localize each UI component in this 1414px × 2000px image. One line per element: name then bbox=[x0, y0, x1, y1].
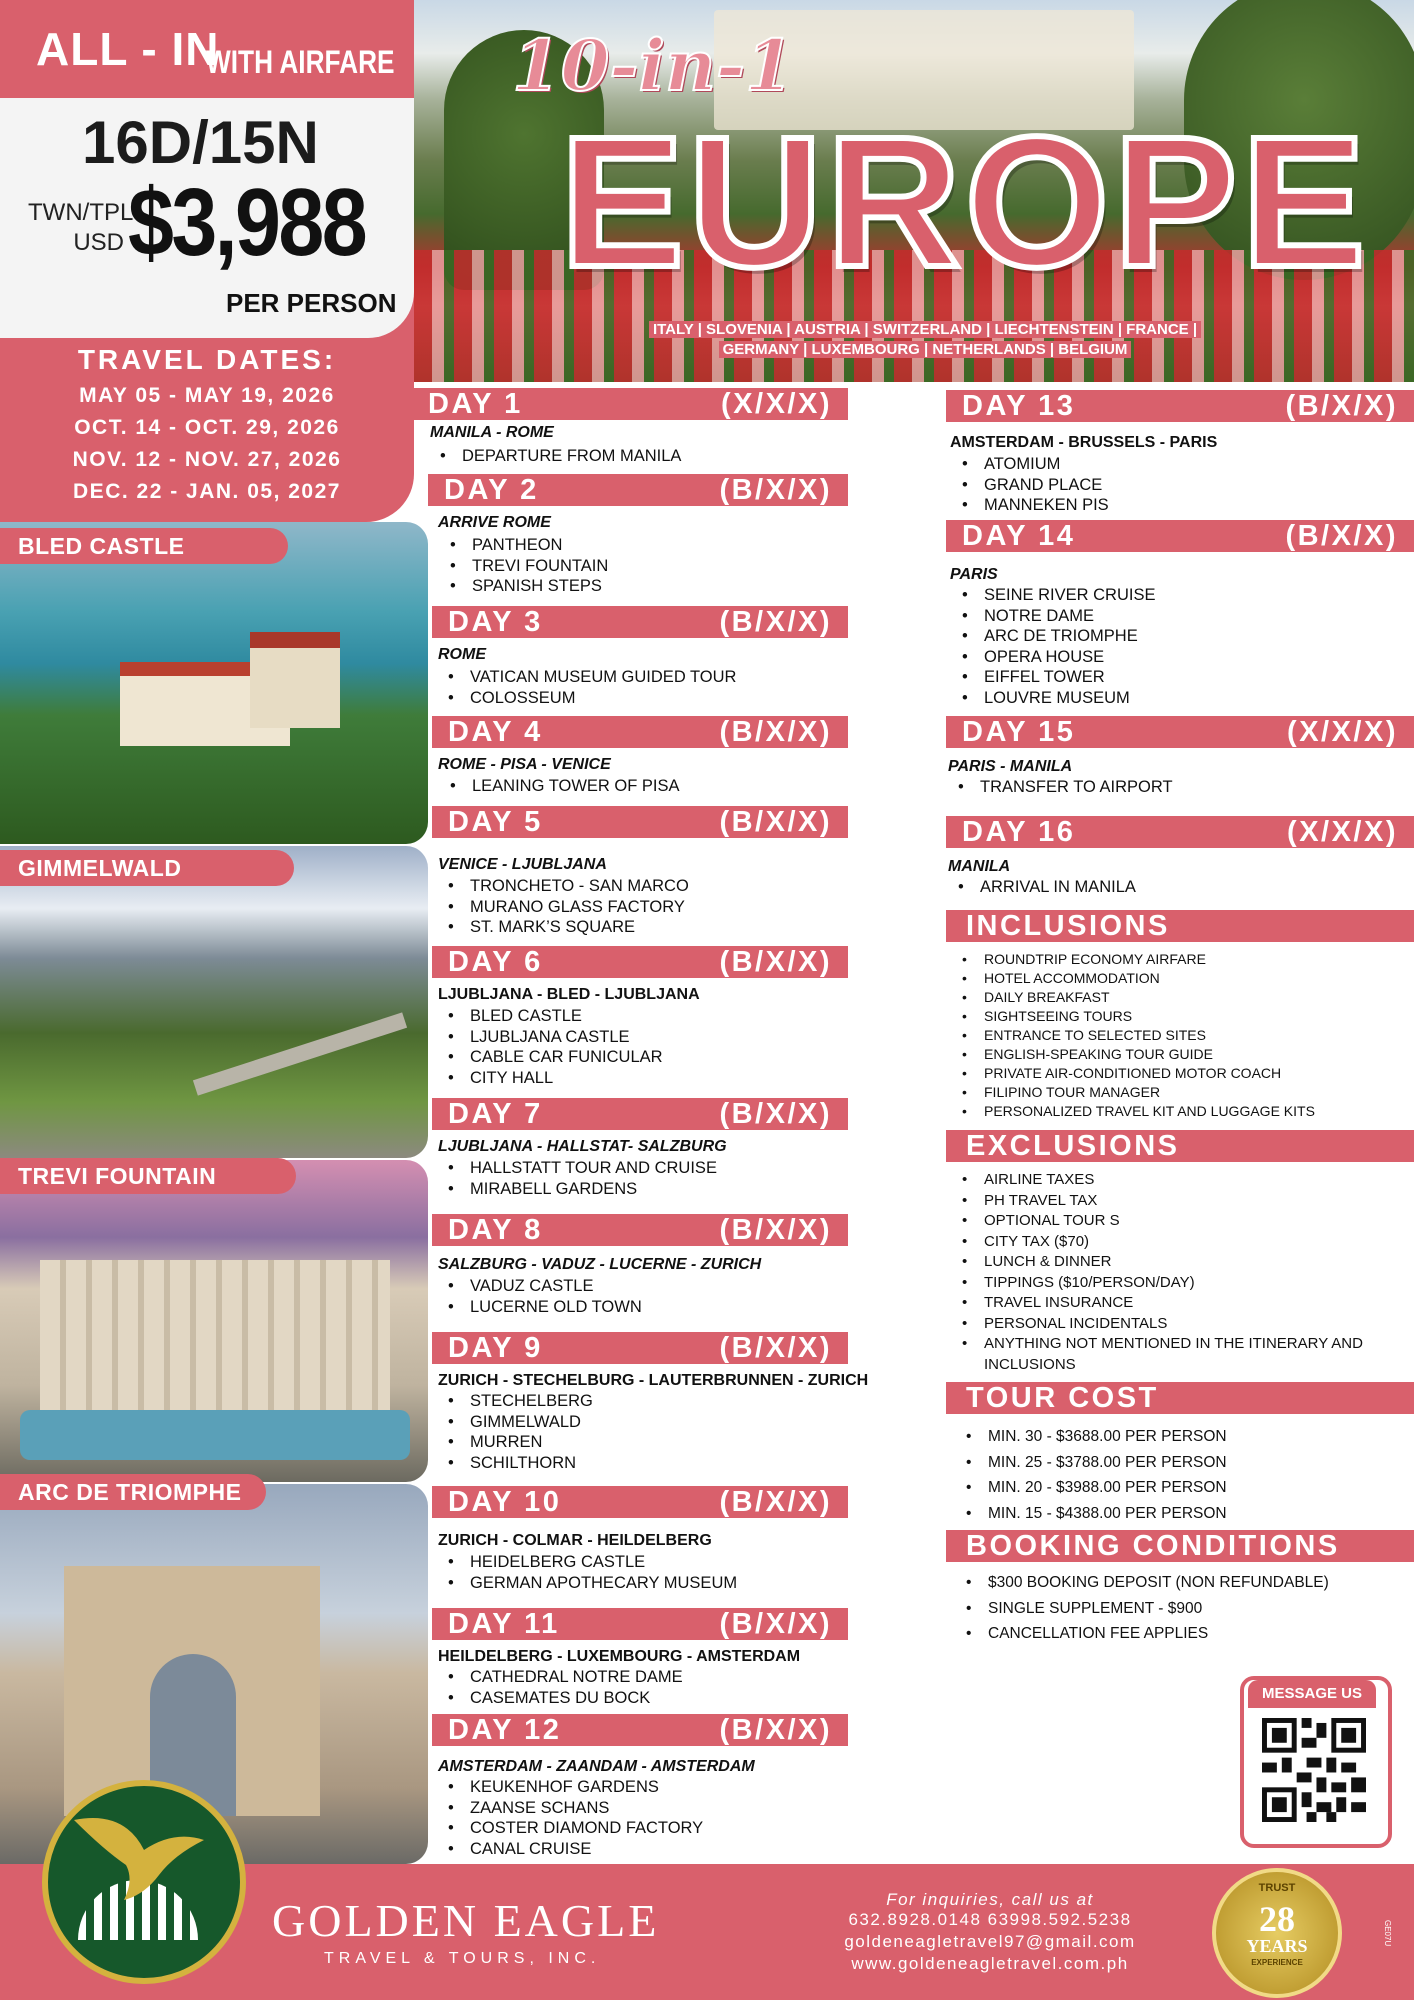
day-meals: (X/X/X) bbox=[1287, 816, 1398, 848]
list-item: • CABLE CAR FUNICULAR bbox=[436, 1047, 848, 1068]
message-us-label[interactable]: MESSAGE US bbox=[1248, 1680, 1376, 1708]
list-item: • COLOSSEUM bbox=[436, 688, 848, 709]
day-meals: (B/X/X) bbox=[719, 1214, 832, 1246]
inclusions-list bbox=[950, 950, 1390, 1121]
day-label: DAY 16 bbox=[962, 816, 1076, 848]
list-item: • SCHILTHORN bbox=[436, 1453, 848, 1474]
bled-castle-photo bbox=[0, 522, 428, 844]
list-item: • COSTER DIAMOND FACTORY bbox=[436, 1818, 848, 1839]
photo-label: BLED CASTLE bbox=[0, 528, 288, 564]
list-item: • PH TRAVEL TAX bbox=[950, 1191, 1370, 1212]
qr-code-icon[interactable] bbox=[1262, 1718, 1366, 1822]
list-item: • $300 BOOKING DEPOSIT (NON REFUNDABLE) bbox=[954, 1570, 1374, 1596]
list-item: • HEIDELBERG CASTLE bbox=[436, 1552, 848, 1573]
day-meals: (B/X/X) bbox=[1285, 390, 1398, 422]
with-airfare-label: WITH AIRFARE bbox=[206, 44, 395, 80]
day-items bbox=[438, 776, 848, 797]
day-header bbox=[412, 388, 848, 420]
day-route: LJUBLJANA - BLED - LJUBLJANA bbox=[438, 986, 700, 1003]
day-items bbox=[950, 454, 1390, 516]
countries-line: ITALY | SLOVENIA | AUSTRIA | SWITZERLAND | LIECHTENSTEIN | FRANCE | bbox=[649, 321, 1201, 338]
price-basis bbox=[28, 198, 134, 258]
day-meals: (B/X/X) bbox=[719, 1332, 832, 1364]
water-shape bbox=[20, 1410, 410, 1460]
tour-price: $3,988 bbox=[128, 169, 366, 276]
day-label: DAY 9 bbox=[448, 1332, 543, 1364]
list-item: • CATHEDRAL NOTRE DAME bbox=[436, 1667, 848, 1688]
list-item: • ENTRANCE TO SELECTED SITES bbox=[950, 1026, 1390, 1045]
day-route: SALZBURG - VADUZ - LUCERNE - ZURICH bbox=[438, 1256, 762, 1273]
day-label: DAY 7 bbox=[448, 1098, 543, 1130]
list-item: • MIN. 25 - $3788.00 PER PERSON bbox=[954, 1450, 1374, 1476]
day-route: PARIS bbox=[950, 566, 998, 583]
list-item: • HOTEL ACCOMMODATION bbox=[950, 969, 1390, 988]
list-item: • LEANING TOWER OF PISA bbox=[438, 776, 848, 797]
list-item: • VATICAN MUSEUM GUIDED TOUR bbox=[436, 667, 848, 688]
day-items bbox=[438, 535, 848, 597]
day-header bbox=[946, 716, 1414, 748]
day-items bbox=[428, 446, 848, 467]
day-header bbox=[432, 1332, 848, 1364]
day-items bbox=[436, 1552, 848, 1593]
travel-date: MAY 05 - MAY 19, 2026 bbox=[79, 384, 335, 407]
travel-date: NOV. 12 - NOV. 27, 2026 bbox=[72, 448, 342, 471]
day-meals: (B/X/X) bbox=[719, 1714, 832, 1746]
day-label: DAY 13 bbox=[962, 390, 1076, 422]
booking-title: BOOKING CONDITIONS bbox=[946, 1530, 1414, 1562]
list-item: • AIRLINE TAXES bbox=[950, 1170, 1370, 1191]
day-items bbox=[946, 777, 1386, 798]
list-item: • OPERA HOUSE bbox=[950, 647, 1390, 668]
day-route: VENICE - LJUBLJANA bbox=[438, 856, 607, 873]
exclusions-list bbox=[950, 1170, 1370, 1375]
list-item: • TRAVEL INSURANCE bbox=[950, 1293, 1370, 1314]
list-item: • SEINE RIVER CRUISE bbox=[950, 585, 1390, 606]
booking-list bbox=[954, 1570, 1374, 1647]
tour-duration: 16D/15N bbox=[82, 109, 319, 176]
email-link[interactable]: goldeneagletravel97@gmail.com bbox=[844, 1932, 1136, 1951]
seal-word: YEARS bbox=[1246, 1936, 1308, 1956]
list-item: • GIMMELWALD bbox=[436, 1412, 848, 1433]
list-item: • STECHELBERG bbox=[436, 1391, 848, 1412]
day-header bbox=[432, 806, 848, 838]
list-item: • DAILY BREAKFAST bbox=[950, 988, 1390, 1007]
day-label: DAY 15 bbox=[962, 716, 1076, 748]
day-route: MANILA - ROME bbox=[430, 424, 554, 441]
seal-number: 28 bbox=[1259, 1899, 1295, 1939]
day-label: DAY 12 bbox=[448, 1714, 562, 1746]
seal-bottom-text: EXPERIENCE bbox=[1251, 1958, 1303, 1967]
list-item: • CANCELLATION FEE APPLIES bbox=[954, 1621, 1374, 1647]
list-item: • TREVI FOUNTAIN bbox=[438, 556, 848, 577]
facade-shape bbox=[40, 1260, 390, 1410]
day-route: LJUBLJANA - HALLSTAT- SALZBURG bbox=[438, 1138, 727, 1155]
day-header bbox=[432, 1214, 848, 1246]
currency: USD bbox=[73, 229, 124, 256]
phone-numbers[interactable]: 632.8928.0148 63998.592.5238 bbox=[848, 1910, 1132, 1929]
brand-name: GOLDEN EAGLE bbox=[272, 1895, 660, 1946]
day-route: ZURICH - STECHELBURG - LAUTERBRUNNEN - ZURICH bbox=[438, 1372, 869, 1389]
list-item: • ATOMIUM bbox=[950, 454, 1390, 475]
travel-dates-title: TRAVEL DATES: bbox=[77, 344, 337, 375]
day-route: ZURICH - COLMAR - HEILDELBERG bbox=[438, 1532, 712, 1549]
day-items bbox=[946, 877, 1386, 898]
list-item: • SPANISH STEPS bbox=[438, 576, 848, 597]
day-meals: (B/X/X) bbox=[719, 716, 832, 748]
castle-shape bbox=[250, 632, 340, 728]
day-label: DAY 4 bbox=[448, 716, 543, 748]
list-item: • SIGHTSEEING TOURS bbox=[950, 1007, 1390, 1026]
eagle-icon bbox=[64, 1800, 214, 1910]
list-item: • TIPPINGS ($10/PERSON/DAY) bbox=[950, 1273, 1370, 1294]
flyer-code: GE07U bbox=[1383, 1920, 1392, 1947]
day-meals: (B/X/X) bbox=[719, 806, 832, 838]
list-item: • CITY TAX ($70) bbox=[950, 1232, 1370, 1253]
pax-type: TWN/TPL bbox=[28, 199, 134, 226]
travel-date: DEC. 22 - JAN. 05, 2027 bbox=[73, 480, 341, 503]
day-items bbox=[436, 1777, 848, 1859]
day-route: MANILA bbox=[948, 858, 1011, 875]
day-route: HEILDELBERG - LUXEMBOURG - AMSTERDAM bbox=[438, 1648, 801, 1665]
list-item: • LUCERNE OLD TOWN bbox=[436, 1297, 848, 1318]
day-label: DAY 14 bbox=[962, 520, 1076, 552]
list-item: • CITY HALL bbox=[436, 1068, 848, 1089]
list-item: • ZAANSE SCHANS bbox=[436, 1798, 848, 1819]
list-item: • PRIVATE AIR-CONDITIONED MOTOR COACH bbox=[950, 1064, 1390, 1083]
list-item: • PERSONALIZED TRAVEL KIT AND LUGGAGE KITS bbox=[950, 1102, 1390, 1121]
list-item: • EIFFEL TOWER bbox=[950, 667, 1390, 688]
website-link[interactable]: www.goldeneagletravel.com.ph bbox=[851, 1954, 1129, 1973]
day-items bbox=[436, 1667, 848, 1708]
tour-cost-list bbox=[954, 1424, 1374, 1526]
day-header bbox=[432, 946, 848, 978]
day-meals: (X/X/X) bbox=[721, 388, 832, 420]
contact-title: For inquiries, call us at bbox=[886, 1890, 1094, 1909]
day-header bbox=[946, 390, 1414, 422]
day-route: AMSTERDAM - BRUSSELS - PARIS bbox=[950, 434, 1218, 451]
day-header bbox=[432, 716, 848, 748]
list-item: • MIN. 30 - $3688.00 PER PERSON bbox=[954, 1424, 1374, 1450]
list-item: • TRANSFER TO AIRPORT bbox=[946, 777, 1386, 798]
list-item: • MIRABELL GARDENS bbox=[436, 1179, 848, 1200]
all-in-label: ALL - IN bbox=[36, 23, 220, 75]
list-item: • MIN. 20 - $3988.00 PER PERSON bbox=[954, 1475, 1374, 1501]
list-item: • MANNEKEN PIS bbox=[950, 495, 1390, 516]
day-items bbox=[436, 1006, 848, 1088]
day-label: DAY 5 bbox=[448, 806, 543, 838]
hero-subtitle: 10-in-1 bbox=[512, 24, 794, 107]
seal-top-text: TRUST bbox=[1258, 1882, 1296, 1894]
hero-title: EUROPE bbox=[560, 99, 1370, 306]
day-route: PARIS - MANILA bbox=[948, 758, 1073, 775]
countries-line: GERMANY | LUXEMBOURG | NETHERLANDS | BELGIUM bbox=[719, 341, 1132, 358]
day-meals: (B/X/X) bbox=[719, 1608, 832, 1640]
day-items bbox=[436, 876, 848, 938]
day-meals: (B/X/X) bbox=[1285, 520, 1398, 552]
list-item: • ARC DE TRIOMPHE bbox=[950, 626, 1390, 647]
day-items bbox=[436, 667, 848, 708]
list-item: • LUNCH & DINNER bbox=[950, 1252, 1370, 1273]
list-item: • ST. MARK’S SQUARE bbox=[436, 917, 848, 938]
day-items bbox=[436, 1158, 848, 1199]
day-route: ARRIVE ROME bbox=[438, 514, 551, 531]
day-header bbox=[946, 520, 1414, 552]
list-item: • KEUKENHOF GARDENS bbox=[436, 1777, 848, 1798]
list-item: • BLED CASTLE bbox=[436, 1006, 848, 1027]
list-item: • GRAND PLACE bbox=[950, 475, 1390, 496]
day-header bbox=[432, 1098, 848, 1130]
day-meals: (B/X/X) bbox=[719, 946, 832, 978]
day-header bbox=[432, 1714, 848, 1746]
trevi-fountain-photo bbox=[0, 1160, 428, 1482]
list-item: • GERMAN APOTHECARY MUSEUM bbox=[436, 1573, 848, 1594]
day-items bbox=[950, 585, 1390, 708]
list-item: • MIN. 15 - $4388.00 PER PERSON bbox=[954, 1501, 1374, 1527]
day-meals: (B/X/X) bbox=[719, 1098, 832, 1130]
day-meals: (B/X/X) bbox=[719, 474, 832, 506]
day-label: DAY 1 bbox=[428, 388, 523, 420]
list-item: • SINGLE SUPPLEMENT - $900 bbox=[954, 1596, 1374, 1622]
day-label: DAY 2 bbox=[444, 474, 539, 506]
list-item: • MURANO GLASS FACTORY bbox=[436, 897, 848, 918]
list-item: • NOTRE DAME bbox=[950, 606, 1390, 627]
tour-cost-title: TOUR COST bbox=[946, 1382, 1414, 1414]
photo-label: TREVI FOUNTAIN bbox=[0, 1158, 296, 1194]
day-header bbox=[946, 816, 1414, 848]
day-items bbox=[436, 1276, 848, 1317]
gimmelwald-photo bbox=[0, 846, 428, 1158]
list-item: • OPTIONAL TOUR S bbox=[950, 1211, 1370, 1232]
inclusions-title: INCLUSIONS bbox=[946, 910, 1414, 942]
list-item: • HALLSTATT TOUR AND CRUISE bbox=[436, 1158, 848, 1179]
list-item: • CANAL CRUISE bbox=[436, 1839, 848, 1860]
list-item: • ROUNDTRIP ECONOMY AIRFARE bbox=[950, 950, 1390, 969]
list-item: • ENGLISH-SPEAKING TOUR GUIDE bbox=[950, 1045, 1390, 1064]
day-label: DAY 6 bbox=[448, 946, 543, 978]
day-label: DAY 8 bbox=[448, 1214, 543, 1246]
day-label: DAY 11 bbox=[448, 1608, 560, 1640]
day-meals: (X/X/X) bbox=[1287, 716, 1398, 748]
day-header bbox=[428, 474, 848, 506]
list-item: • DEPARTURE FROM MANILA bbox=[428, 446, 848, 467]
list-item: • PANTHEON bbox=[438, 535, 848, 556]
day-route: ROME bbox=[438, 646, 486, 663]
day-meals: (B/X/X) bbox=[719, 606, 832, 638]
per-person-label: PER PERSON bbox=[226, 288, 397, 318]
countries-list bbox=[600, 320, 1250, 360]
list-item: • LOUVRE MUSEUM bbox=[950, 688, 1390, 709]
brand-subtitle: TRAVEL & TOURS, INC. bbox=[324, 1950, 601, 1967]
list-item: • VADUZ CASTLE bbox=[436, 1276, 848, 1297]
exclusions-title: EXCLUSIONS bbox=[946, 1130, 1414, 1162]
photo-label: GIMMELWALD bbox=[0, 850, 294, 886]
list-item: • CASEMATES DU BOCK bbox=[436, 1688, 848, 1709]
list-item: • FILIPINO TOUR MANAGER bbox=[950, 1083, 1390, 1102]
day-label: DAY 3 bbox=[448, 606, 543, 638]
road-shape bbox=[193, 1012, 407, 1095]
day-route: AMSTERDAM - ZAANDAM - AMSTERDAM bbox=[438, 1758, 755, 1775]
list-item: • TRONCHETO - SAN MARCO bbox=[436, 876, 848, 897]
list-item: • ANYTHING NOT MENTIONED IN THE ITINERARY AND INCLUSIONS bbox=[950, 1334, 1370, 1375]
day-route: ROME - PISA - VENICE bbox=[438, 756, 611, 773]
list-item: • LJUBLJANA CASTLE bbox=[436, 1027, 848, 1048]
day-header bbox=[432, 1608, 848, 1640]
day-header bbox=[432, 1486, 848, 1518]
day-header bbox=[432, 606, 848, 638]
day-items bbox=[436, 1391, 848, 1473]
day-label: DAY 10 bbox=[448, 1486, 562, 1518]
travel-date: OCT. 14 - OCT. 29, 2026 bbox=[74, 416, 340, 439]
list-item: • MURREN bbox=[436, 1432, 848, 1453]
list-item: • ARRIVAL IN MANILA bbox=[946, 877, 1386, 898]
day-meals: (B/X/X) bbox=[719, 1486, 832, 1518]
photo-label: ARC DE TRIOMPHE bbox=[0, 1474, 266, 1510]
list-item: • PERSONAL INCIDENTALS bbox=[950, 1314, 1370, 1335]
